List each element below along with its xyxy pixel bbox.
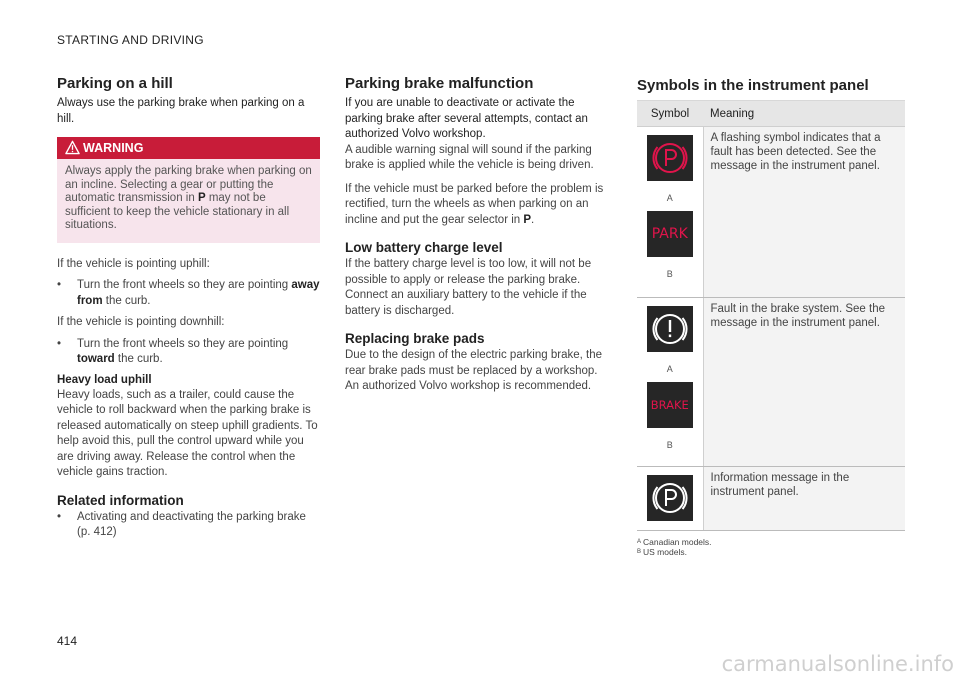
p2-text: . [531,213,535,226]
heavy-load-text: Heavy loads, such as a trailer, could cause the vehicle to roll backward when the parking brake is released automatically on steep uphill gradients. To help avoid this, pull the control upward while you are driving away. Release the control when the vehicle gains traction. [57,388,318,478]
symbols-table [637,100,905,531]
symbol-label-b: B [666,440,673,450]
symbol-cell [637,467,703,531]
brake-text-icon [647,382,693,428]
battery-title: Low battery charge level [345,240,503,255]
malfunction-p2 [345,182,608,229]
column-symbols [637,77,905,557]
section-header: STARTING AND DRIVING [57,33,204,47]
warning-gear-p: P [197,192,206,204]
col-symbol-header: Symbol [637,101,703,127]
symbol-cell [637,127,703,298]
footnote-mark: B [637,549,642,555]
warning-box [57,137,320,243]
footnotes [637,537,905,557]
bullet: • [57,279,62,291]
downhill-intro: If the vehicle is pointing downhill: [57,316,225,328]
meaning-cell: Fault in the brake system. See the message in the instrument panel. [703,298,905,467]
bullet: • [57,337,62,350]
symbol-label-a: A [666,193,673,203]
warning-text-part: may not be sufficient to keep the vehicle stationary in all situations. [65,192,290,231]
p2-text: If the vehicle must be parked before the problem is rectified, turn the wheels as when parking on an incline and put the gear selector in [345,182,604,226]
brake-pads-title: Replacing brake pads [345,331,485,346]
footnote-a [637,537,905,547]
list-item [57,337,320,368]
malfunction-title: Parking brake malfunction [345,75,534,92]
uphill-list [57,278,320,309]
table-header-row [637,101,905,127]
brake-text: BRAKE [650,398,689,412]
malfunction-intro: If you are unable to deactivate or activate the parking brake after several attempts, contact an authorized Volvo workshop. [345,97,588,140]
park-text-icon [647,211,693,257]
table-row [637,467,905,531]
bullet-text: Turn the front wheels so they are pointing [77,279,292,291]
footnote-mark: A [637,539,642,545]
table-row [637,127,905,298]
warning-text [57,159,320,243]
park-text: PARK [651,226,688,242]
parking-hill-intro: Always use the parking brake when parking on a hill. [57,97,305,125]
brake-fault-white-icon [647,306,693,352]
table-row [637,298,905,467]
downhill-list [57,337,320,368]
symbol-label-b: B [666,269,673,279]
warning-title: WARNING [83,141,144,155]
warning-header [57,137,320,159]
bullet-text: the curb. [114,353,163,365]
meaning-cell: A flashing symbol indicates that a fault has been detected. See the message in the instrument panel. [703,127,905,298]
uphill-intro: If the vehicle is pointing uphill: [57,257,210,270]
symbol-cell [637,298,703,467]
bullet-bold: away from [77,279,320,307]
watermark: carmanualsonline.info [721,652,954,676]
column-parking-brake-malfunction [345,75,608,395]
related-list [57,510,320,541]
column-parking-on-hill [57,75,320,547]
brake-pads-text: Due to the design of the electric parking brake, the rear brake pads must be replaced by a workshop. An authorized Volvo workshop is recommended. [345,349,602,392]
parking-brake-red-icon [647,135,693,181]
malfunction-p1: A audible warning signal will sound if the parking brake is applied while the vehicle is being driven. [345,143,594,171]
battery-text: If the battery charge level is too low, it will not be possible to apply or release the parking brake. Connect an auxiliary battery to the vehicle if the battery is discharged. [345,258,592,317]
footnote-text: Canadian models. [643,537,712,547]
related-info-title: Related information [57,492,184,508]
meaning-cell: Information message in the instrument panel. [703,467,905,531]
p2-gear-p: P [523,213,532,226]
bullet-text: the curb. [102,294,151,307]
warning-text-part: Always apply the parking brake when parking on an incline. Selecting a gear or putting the automatic transmission in [65,165,312,204]
parking-hill-title: Parking on a hill [57,75,173,92]
heavy-load-title: Heavy load uphill [57,373,152,386]
symbols-title: Symbols in the instrument panel [637,77,869,94]
parking-brake-white-icon [647,475,693,521]
footnote-b [637,547,905,557]
warning-triangle-icon [65,140,80,155]
symbol-label-a: A [666,364,673,374]
footnote-text: US models. [643,547,687,557]
list-item [57,278,320,309]
related-link-text[interactable]: Activating and deactivating the parking brake (p. 412) [77,510,306,538]
bullet-text: Turn the front wheels so they are pointing [77,337,289,350]
bullet-bold: toward [77,353,115,365]
col-meaning-header: Meaning [703,101,905,127]
bullet: • [57,510,62,523]
related-link[interactable] [57,510,320,541]
page-number: 414 [57,634,78,648]
